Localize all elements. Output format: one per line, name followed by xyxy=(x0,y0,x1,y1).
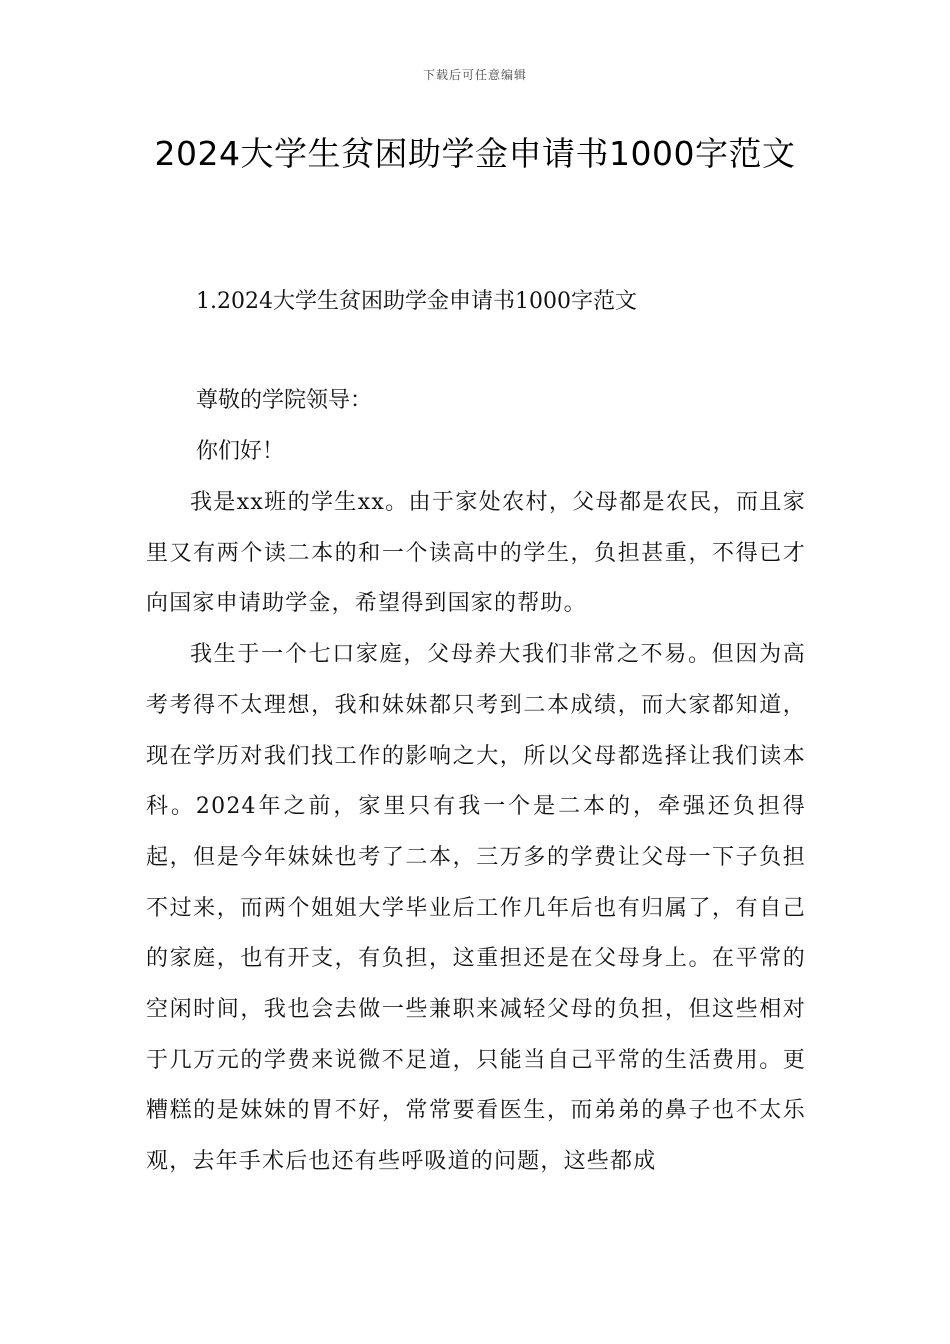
body-text xyxy=(146,478,806,1188)
header-note: 下载后可任意编辑 xyxy=(422,68,527,82)
greeting: 你们好！ xyxy=(196,439,285,464)
document-title: 2024大学生贫困助学金申请书1000字范文 xyxy=(154,134,796,173)
paragraph: 我是xx班的学生xx。由于家处农村，父母都是农民，而且家里又有两个读二本的和一个读高中的学生，负担甚重，不得已才向国家申请助学金，希望得到国家的帮助。 xyxy=(146,490,806,617)
paragraph: 我生于一个七口家庭，父母养大我们非常之不易。但因为高考考得不太理想，我和妹妹都只考到二本成绩，而大家都知道，现在学历对我们找工作的影响之大，所以父母都选择让我们读本科。2024年之前，家里只有我一个是二本的，牵强还负担得起，但是今年妹妹也考了二本，三万多的学费让父母一下子负担不过来，而两个姐姐大学毕业后工作几年后也有归属了，有自己的家庭，也有开支，有负担，这重担还是在父母身上。在平常的空闲时间，我也会去做一些兼职来减轻父母的负担，但这些相对于几万元的学费来说微不足道，只能当自己平常的生活费用。更糟糕的是妹妹的胃不好，常常要看医生，而弟弟的鼻子也不太乐观，去年手术后也还有些呼吸道的问题，这些都成 xyxy=(146,642,806,1175)
section-heading: 1.2024大学生贫困助学金申请书1000字范文 xyxy=(196,289,637,314)
salutation: 尊敬的学院领导： xyxy=(196,388,373,413)
